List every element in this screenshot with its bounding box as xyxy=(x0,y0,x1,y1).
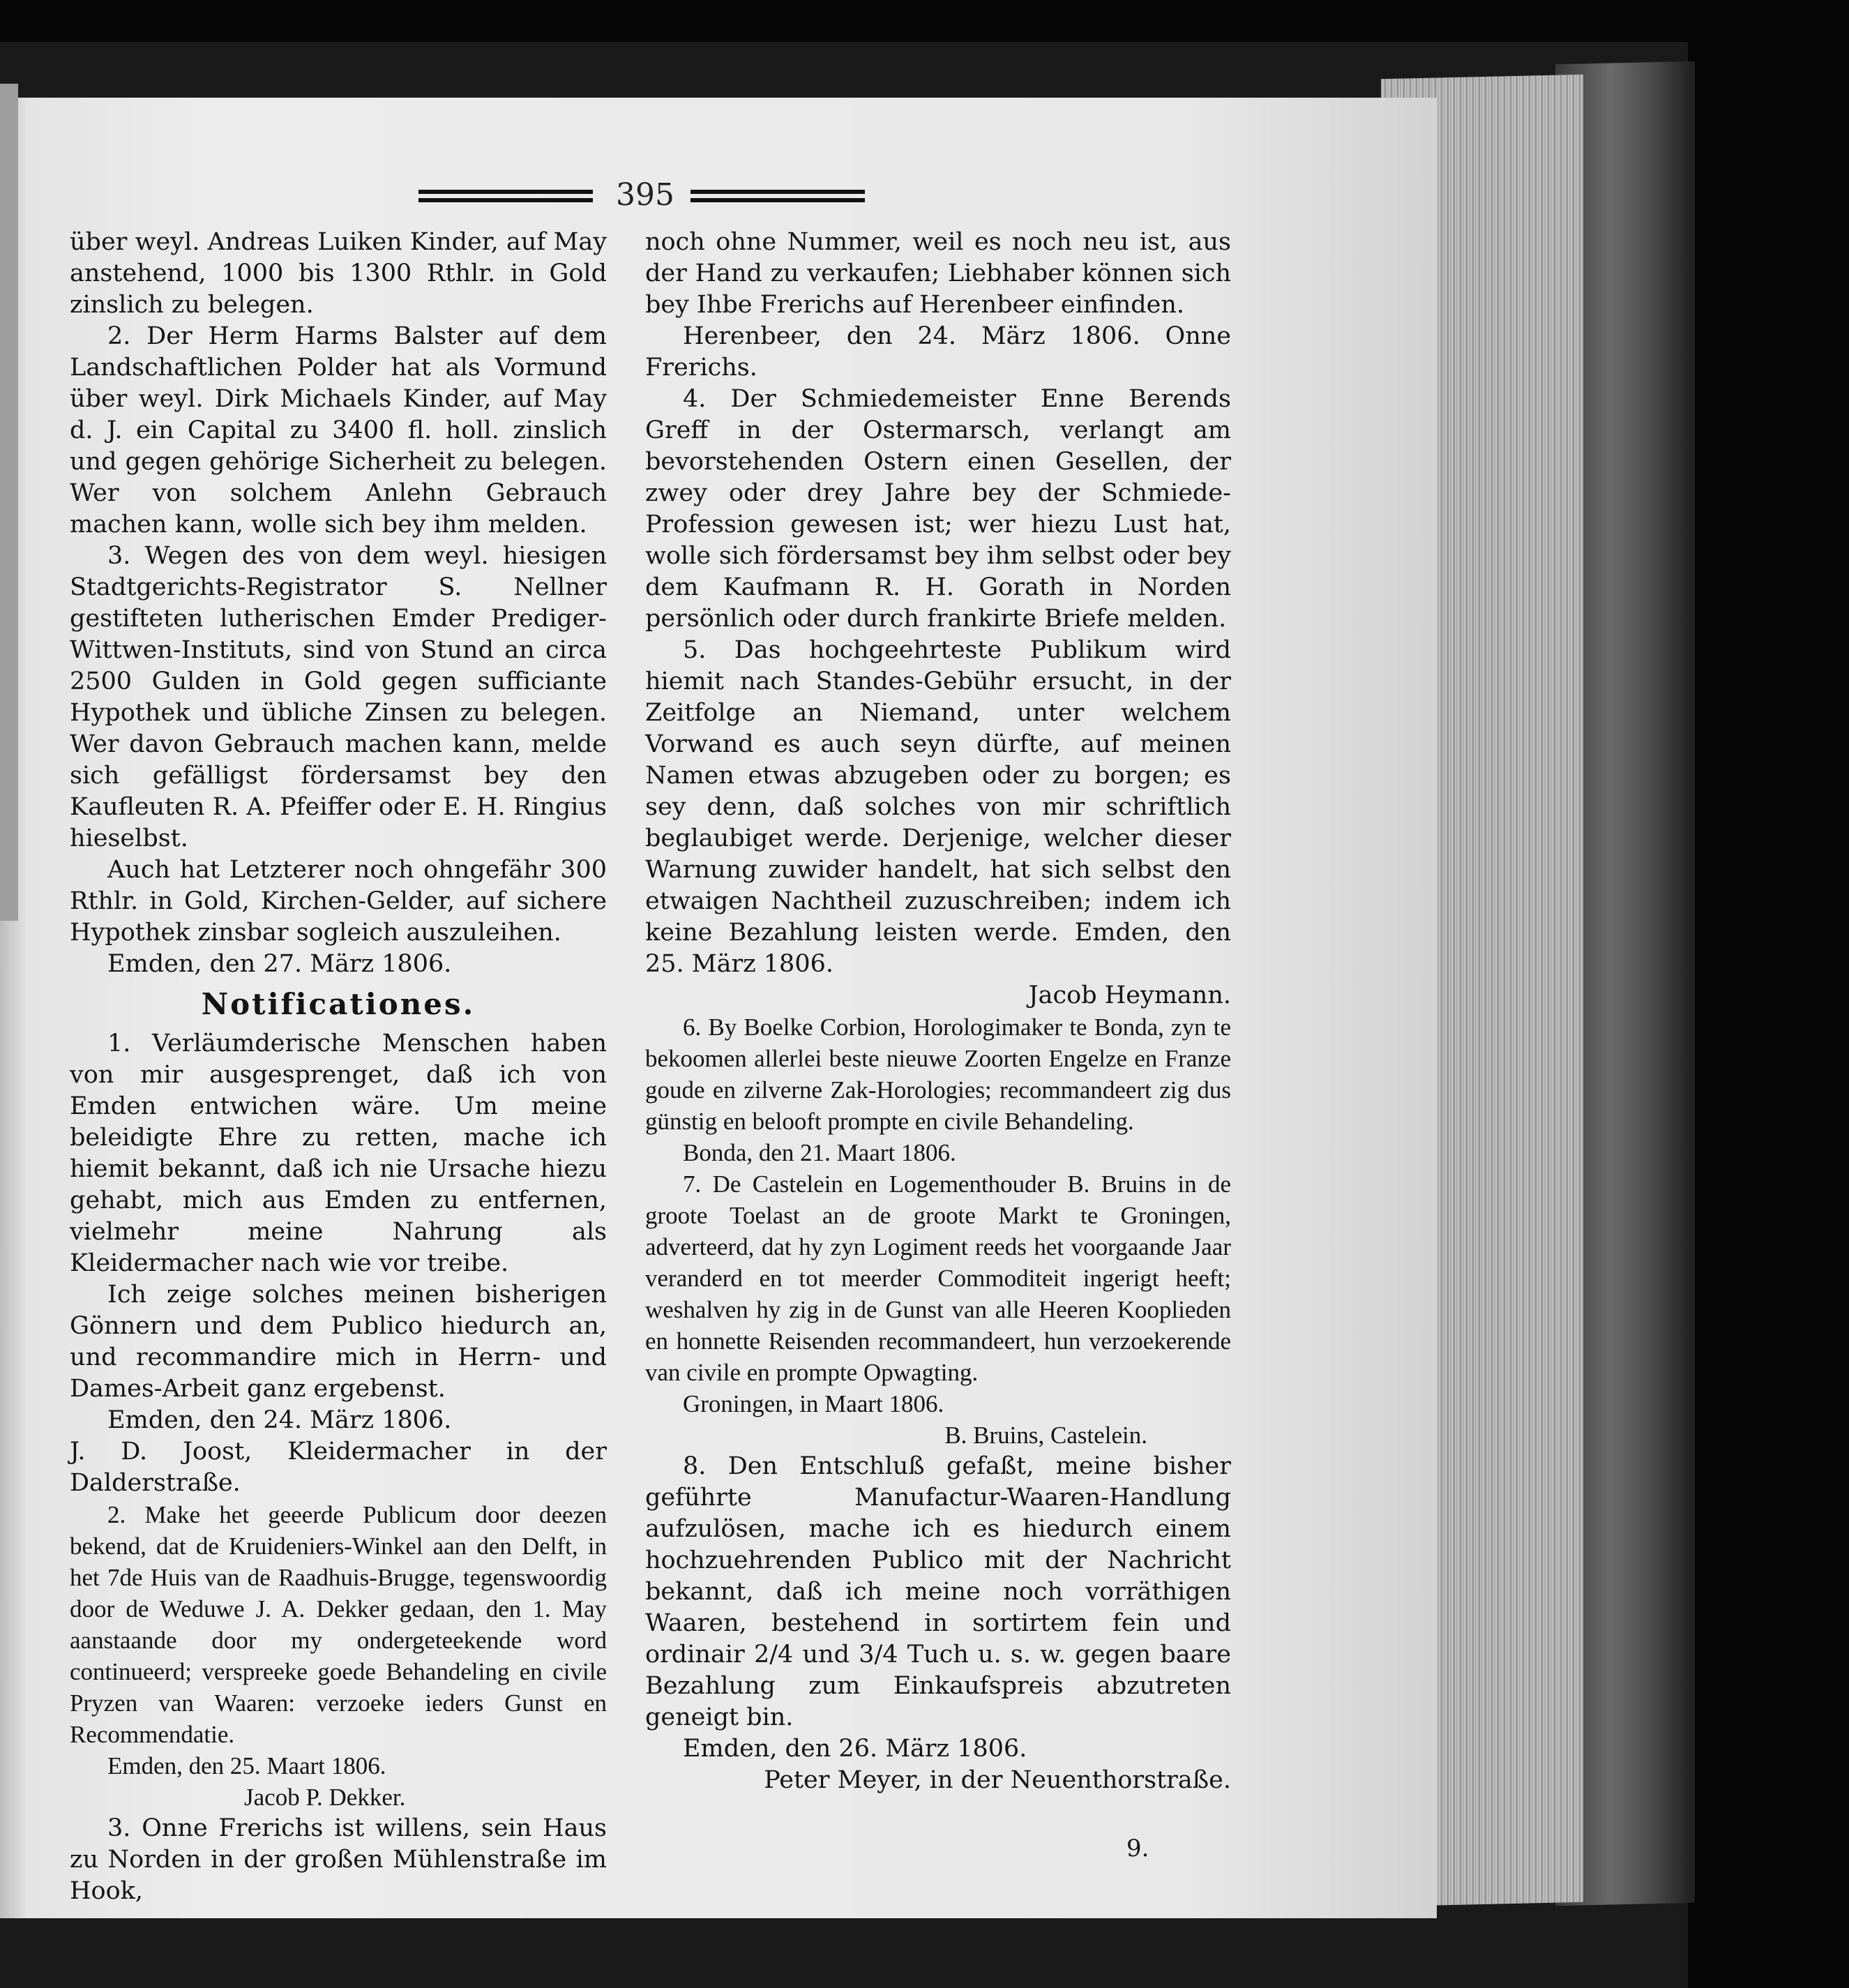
right-column xyxy=(645,227,1231,1796)
notice-paragraph: 6. By Boelke Corbion, Horologimaker te Bonda, zyn te bekoomen allerlei beste nieuwe Zoorten Engelze en Franze goude en zilverne Zak-Horologies; recommandeert zig dus günstig en belooft prompte en civile Behandeling. xyxy=(645,1014,1231,1135)
page-header xyxy=(418,177,865,222)
notice-date: Emden, den 27. März 1806. xyxy=(107,950,452,978)
header-rule-right xyxy=(690,190,865,202)
notice-date: Emden, den 26. März 1806. xyxy=(683,1735,1027,1763)
notice-paragraph: 5. Das hochgeehrteste Publikum wird hiemit nach Standes-Gebühr ersucht, in der Zeitfolge an Niemand, unter welchem Vorwand es auch seyn dürfte, auf meinen Namen etwas abzugeben oder zu borgen; es sey denn, daß solches von mir schriftlich beglaubiget werde. Derjenige, welcher dieser Warnung zuwider handelt, hat sich selbst den etwaigen Nachtheil zuzuschreiben; indem ich keine Bezahlung leisten werde. Emden, den 25. März 1806. xyxy=(645,636,1231,978)
notice-signature: B. Bruins, Castelein. xyxy=(944,1422,1147,1449)
notice-signature: J. D. Joost, Kleidermacher in der Dalderstraße. xyxy=(70,1438,607,1497)
notice-date: Bonda, den 21. Maart 1806. xyxy=(683,1139,956,1166)
notice-paragraph: Ich zeige solches meinen bisherigen Gönnern und dem Publico hiedurch an, und recommandire mich in Herrn- und Dames-Arbeit ganz ergebenst. xyxy=(70,1281,607,1403)
catchword: 9. xyxy=(1126,1835,1149,1862)
notice-paragraph: 1. Verläumderische Menschen haben von mir ausgesprenget, daß ich von Emden entwichen wäre. Um meine beleidigte Ehre zu retten, mache ich hiemit bekannt, daß ich nie Ursache hiezu gehabt, mich aus Emden zu entfernen, vielmehr meine Nahrung als Kleidermacher nach wie vor treibe. xyxy=(70,1030,607,1277)
left-column xyxy=(70,227,607,1907)
notice-paragraph: noch ohne Nummer, weil es noch neu ist, aus der Hand zu verkaufen; Liebhaber können sich bey Ihbe Frerichs auf Herenbeer einfinden. xyxy=(645,228,1231,319)
notice-paragraph: Auch hat Letzterer noch ohngefähr 300 Rthlr. in Gold, Kirchen-Gelder, auf sichere Hypothek zinsbar sogleich auszuleihen. xyxy=(70,856,607,947)
notice-paragraph: 3. Wegen des von dem weyl. hiesigen Stadtgerichts-Registrator S. Nellner gestifteten lutherischen Emder Prediger-Wittwen-Instituts, sind von Stund an circa 2500 Gulden in Gold gegen sufficiante Hypothek und übliche Zinsen zu belegen. Wer davon Gebrauch machen kann, melde sich gefälligst fördersamst bey den Kaufleuten R. A. Pfeiffer oder E. H. Ringius hieselbst. xyxy=(70,542,607,852)
notice-signature: Jacob P. Dekker. xyxy=(244,1784,406,1811)
notice-paragraph: 4. Der Schmiedemeister Enne Berends Greff in der Ostermarsch, verlangt am bevorstehenden Ostern einen Gesellen, der zwey oder drey Jahre bey der Schmiede-Profession gewesen ist; wer hiezu Lust hat, wolle sich fördersamst bey ihm selbst oder bey dem Kaufmann R. H. Gorath in Norden persönlich oder durch frankirte Briefe melden. xyxy=(645,385,1231,633)
page-number: 395 xyxy=(616,177,674,213)
notice-signature: Peter Meyer, in der Neuenthorstraße. xyxy=(764,1766,1231,1794)
section-heading: Notificationes. xyxy=(201,987,476,1021)
notice-paragraph: 2. Make het geeerde Publicum door deezen bekend, dat de Kruideniers-Winkel aan den Delft, in het 7de Huis van de Raadhuis-Brugge, tegenswoordig door de Weduwe J. A. Dekker gedaan, den 1. May aanstaande door my ondergeteekende word continueerd; verspreeke goede Behandeling en civile Pryzen van Waaren: verzoeke ieders Gunst en Recommendatie. xyxy=(70,1501,607,1748)
notice-date: Groningen, in Maart 1806. xyxy=(683,1390,944,1417)
previous-page-edge xyxy=(0,84,18,921)
notice-date: Herenbeer, den 24. März 1806. Onne Frerichs. xyxy=(645,322,1231,382)
notice-date: Emden, den 24. März 1806. xyxy=(107,1406,452,1434)
notice-date: Emden, den 25. Maart 1806. xyxy=(107,1752,386,1779)
notice-paragraph: 3. Onne Frerichs ist willens, sein Haus zu Norden in der großen Mühlenstraße im Hook, xyxy=(70,1814,607,1905)
notice-paragraph: 7. De Castelein en Logementhouder B. Bruins in de groote Toelast an de groote Markt te Groningen, adverteerd, dat hy zyn Logiment reeds het voorgaande Jaar veranderd en tot meerder Commoditeit ingerigt heeft; weshalven hy zig in de Gunst van alle Heeren Kooplieden en honnette Reisenden recommandeert, hun verzoekerende van civile en prompte Opwagting. xyxy=(645,1170,1231,1386)
notice-paragraph: über weyl. Andreas Luiken Kinder, auf May anstehend, 1000 bis 1300 Rthlr. in Gold zinslich zu belegen. xyxy=(70,228,607,319)
header-rule-left xyxy=(418,190,593,202)
notice-signature: Jacob Heymann. xyxy=(1028,981,1231,1009)
notice-paragraph: 8. Den Entschluß gefaßt, meine bisher geführte Manufactur-Waaren-Handlung aufzulösen, mache ich es hiedurch einem hochzuehrenden Publico mit der Nachricht bekannt, daß ich meine noch vorräthigen Waaren, bestehend in sortirtem fein und ordinair 2/4 und 3/4 Tuch u. s. w. gegen baare Bezahlung zum Einkaufspreis abzutreten geneigt bin. xyxy=(645,1452,1231,1731)
notice-paragraph: 2. Der Herm Harms Balster auf dem Landschaftlichen Polder hat als Vormund über weyl. Dirk Michaels Kinder, auf May d. J. ein Capital zu 3400 fl. holl. zinslich und gegen gehörige Sicherheit zu belegen. Wer von solchem Anlehn Gebrauch machen kann, wolle sich bey ihm melden. xyxy=(70,322,607,539)
